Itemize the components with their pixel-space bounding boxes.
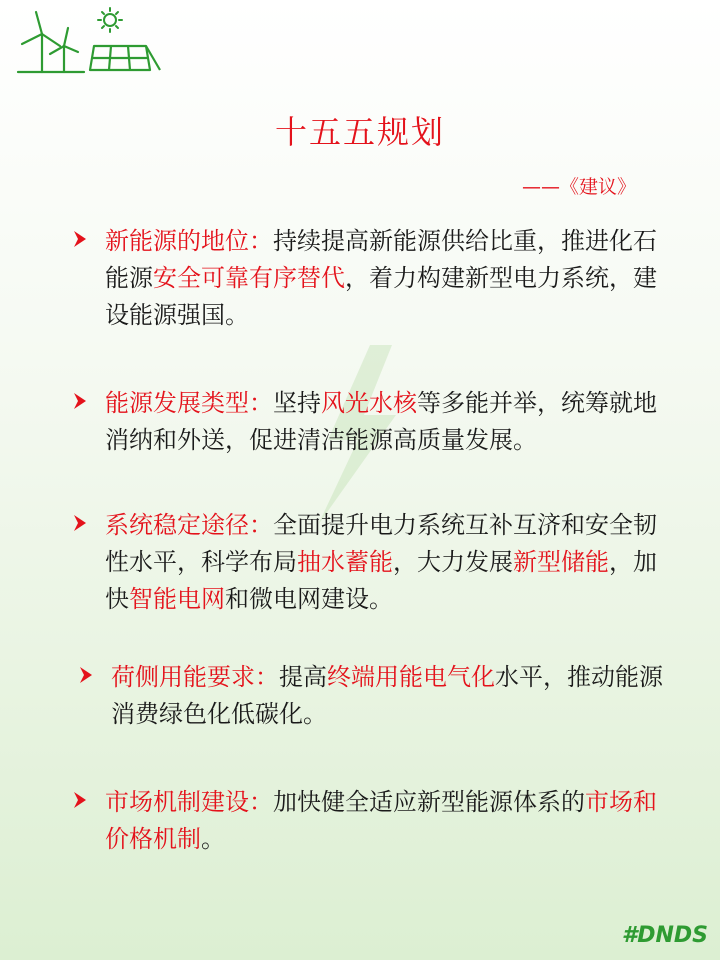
item-heading: 荷侧用能要求： — [111, 663, 279, 691]
item-text: 系统稳定途径：全面提升电力系统互补互济和安全韧性水平，科学布局抽水蓄能，大力发展新型储能，加快智能电网和微电网建设。 — [105, 511, 657, 613]
arrow-bullet-icon — [72, 790, 88, 810]
item-heading: 市场机制建设： — [105, 788, 273, 816]
list-item — [72, 784, 662, 858]
arrow-bullet-icon — [72, 513, 88, 533]
arrow-bullet-icon — [72, 229, 88, 249]
item-text: 荷侧用能要求：提高终端用能电气化水平，推动能源消费绿色化低碳化。 — [111, 663, 663, 728]
arrow-bullet-icon — [72, 391, 88, 411]
arrow-bullet-icon — [78, 665, 94, 685]
solar-panel-icon — [90, 46, 160, 70]
item-heading: 新能源的地位： — [105, 227, 273, 255]
item-text: 市场机制建设：加快健全适应新型能源体系的市场和价格机制。 — [105, 788, 657, 853]
hashtag-label: #DNDS — [621, 923, 708, 948]
wind-turbine-icon — [18, 12, 84, 72]
list-item — [72, 223, 662, 334]
list-item — [72, 507, 662, 618]
item-heading: 能源发展类型： — [105, 389, 273, 417]
item-text: 能源发展类型：坚持风光水核等多能并举，统筹就地消纳和外送，促进清洁能源高质量发展。 — [105, 389, 657, 454]
renewable-energy-logo — [14, 6, 174, 76]
source-attribution: ——《建议》 — [521, 176, 636, 198]
list-item — [72, 385, 662, 459]
page-title: 十五五规划 — [274, 113, 445, 151]
list-item — [78, 659, 668, 733]
item-text: 新能源的地位：持续提高新能源供给比重，推进化石能源安全可靠有序替代，着力构建新型电力系统，建设能源强国。 — [105, 227, 657, 329]
sun-icon — [98, 8, 122, 32]
item-heading: 系统稳定途径： — [105, 511, 273, 539]
